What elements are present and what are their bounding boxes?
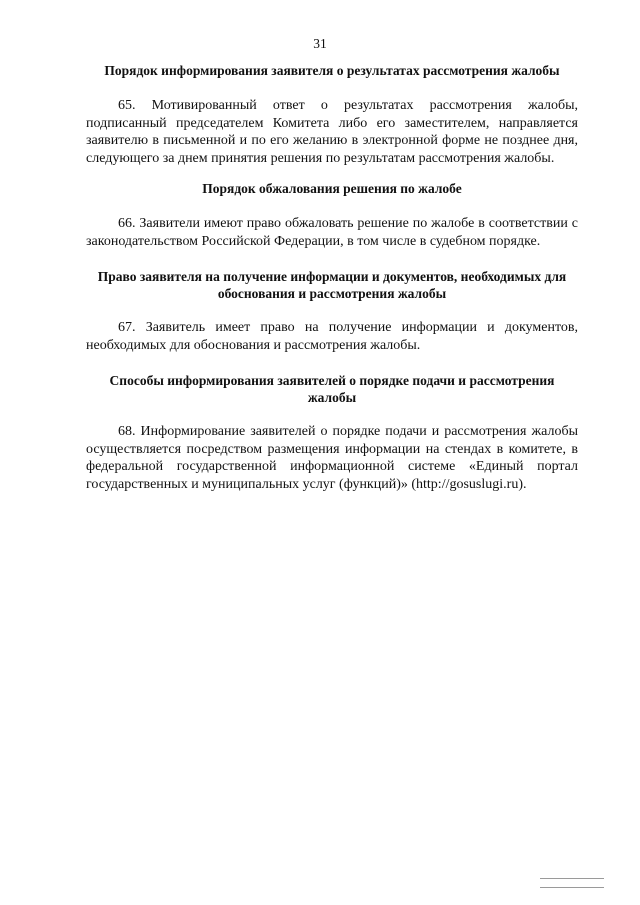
- section-heading-appeal-procedure: Порядок обжалования решения по жалобе: [202, 181, 462, 196]
- document-body: [86, 62, 578, 493]
- section-heading-right-to-information: Право заявителя на получение информации и документов, необходимых для обоснования и рассмотрения жалобы: [97, 269, 567, 301]
- page-number: 31: [313, 36, 327, 51]
- paragraph-67: 67. Заявитель имеет право на получение информации и документов, необходимых для обоснования и рассмотрения жалобы.: [86, 320, 578, 353]
- paragraph-65: 65. Мотивированный ответ о результатах рассмотрения жалобы, подписанный председателем Комитета либо его заместителем, направляется заявителю в письменной и по его желанию в электронной форме не позднее дня, следующего за днем принятия решения по результатам рассмотрения жалобы.: [86, 98, 578, 166]
- footer-scan-line-top: [540, 878, 604, 879]
- footer-scan-line-bottom: [540, 887, 604, 888]
- section-heading-informing-methods: Способы информирования заявителей о порядке подачи и рассмотрения жалобы: [109, 373, 555, 405]
- section-heading-complaint-result-info: Порядок информирования заявителя о результатах рассмотрения жалобы: [104, 63, 560, 78]
- paragraph-66: 66. Заявители имеют право обжаловать решение по жалобе в соответствии с законодательством Российской Федерации, в том числе в судебном порядке.: [86, 216, 578, 249]
- footer-scan-mark: [540, 878, 604, 888]
- paragraph-68: 68. Информирование заявителей о порядке подачи и рассмотрения жалобы осуществляется посредством размещения информации на стендах в комитете, в федеральной государственной информационной системе «Единый портал государственных и муниципальных услуг (функций)» (http://gosuslugi.ru).: [86, 424, 578, 492]
